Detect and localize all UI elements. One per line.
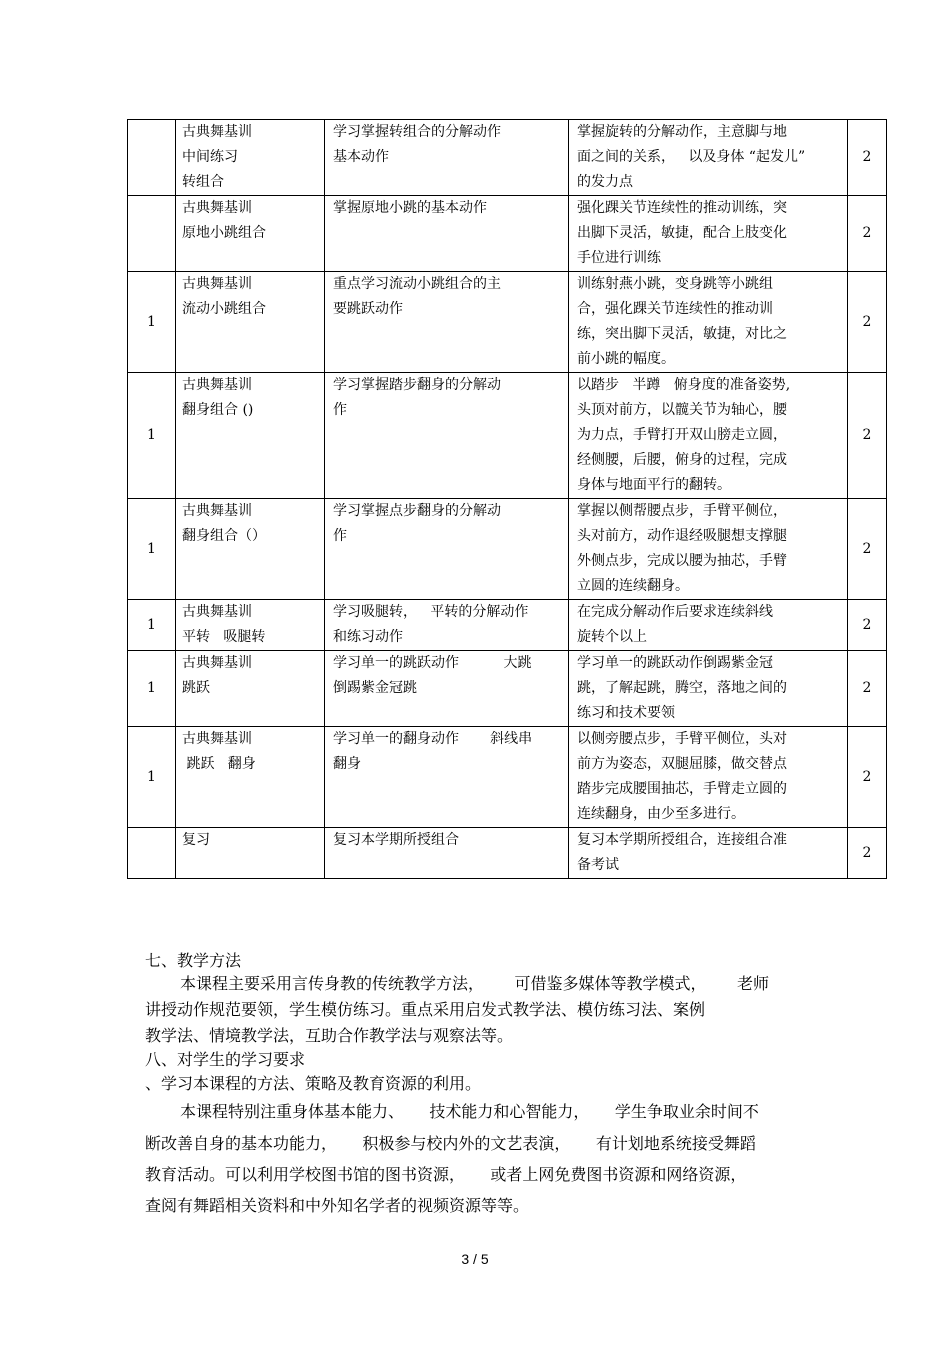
cell-number (128, 828, 176, 879)
cell-requirement-line: 掌握旋转的分解动作，主意脚与地 (577, 124, 787, 140)
cell-lesson-title-line: 古典舞基训 (182, 276, 252, 292)
cell-number (128, 196, 176, 272)
cell-lesson-title-line: 跳跃 (182, 680, 210, 696)
cell-requirement-line: 训练射燕小跳，变身跳等小跳组 (577, 276, 773, 292)
cell-requirement-line: 为力点，手臂打开双山膀走立圆， (577, 427, 787, 443)
cell-number: 1 (128, 727, 176, 828)
cell-requirement-line: 跳，了解起跳，腾空，落地之间的 (577, 680, 787, 696)
cell-lesson-title (176, 373, 325, 499)
cell-lesson-title (176, 120, 325, 196)
cell-lesson-title-line: 转组合 (182, 174, 224, 190)
cell-lesson-title-line: 古典舞基训 (182, 503, 252, 519)
cell-learning-goal-line: 学习单一的翻身动作 斜线串 (333, 731, 533, 747)
cell-lesson-title (176, 196, 325, 272)
cell-learning-goal-line: 作 (333, 402, 347, 418)
cell-requirement-line: 的发力点 (577, 174, 633, 190)
cell-learning-goal (325, 499, 569, 600)
cell-hours: 2 (848, 499, 887, 600)
cell-lesson-title-line: 古典舞基训 (182, 731, 252, 747)
cell-requirement-line: 强化踝关节连续性的推动训练，突 (577, 200, 787, 216)
cell-requirement-line: 以踏步 半蹲 俯身度的准备姿势, (577, 377, 791, 393)
cell-learning-goal-line: 掌握原地小跳的基本动作 (333, 200, 487, 216)
cell-number: 1 (128, 600, 176, 651)
cell-hours: 2 (848, 120, 887, 196)
table-row (128, 196, 887, 272)
section8-subheading: 、学习本课程的方法、策略及教育资源的利用。 (145, 1074, 482, 1093)
table-row (128, 120, 887, 196)
cell-requirement (569, 272, 848, 373)
cell-lesson-title-line: 平转 吸腿转 (182, 629, 266, 645)
cell-learning-goal-line: 学习掌握转组合的分解动作 (333, 124, 501, 140)
cell-requirement-line: 练，突出脚下灵活，敏捷，对比之 (577, 326, 787, 342)
cell-requirement-line: 备考试 (577, 857, 619, 873)
cell-requirement-line: 练习和技术要领 (577, 705, 675, 721)
cell-requirement-line: 外侧点步，完成以腰为抽芯，手臂 (577, 553, 787, 569)
cell-hours: 2 (848, 272, 887, 373)
section8-line-2: 断改善自身的基本功能力， 积极参与校内外的文艺表演， 有计划地系统接受舞蹈 (145, 1134, 756, 1153)
table-row (128, 600, 887, 651)
cell-number: 1 (128, 373, 176, 499)
cell-learning-goal-line: 复习本学期所授组合 (333, 832, 459, 848)
cell-learning-goal-line: 倒踢紫金冠跳 (333, 680, 417, 696)
cell-learning-goal (325, 651, 569, 727)
cell-number (128, 120, 176, 196)
section7-line-3: 教学法、情境教学法，互助合作教学法与观察法等。 (145, 1026, 514, 1045)
table-body (128, 120, 887, 879)
cell-lesson-title-line: 古典舞基训 (182, 377, 252, 393)
cell-requirement (569, 727, 848, 828)
cell-requirement (569, 373, 848, 499)
cell-requirement-line: 身体与地面平行的翻转。 (577, 477, 731, 493)
cell-lesson-title (176, 600, 325, 651)
cell-number: 1 (128, 651, 176, 727)
cell-number: 1 (128, 272, 176, 373)
cell-lesson-title-line: 古典舞基训 (182, 200, 252, 216)
cell-lesson-title (176, 828, 325, 879)
cell-lesson-title-line: 原地小跳组合 (182, 225, 266, 241)
table-row (128, 828, 887, 879)
table-row (128, 499, 887, 600)
cell-learning-goal (325, 272, 569, 373)
section7-line-2: 讲授动作规范要领，学生模仿练习。重点采用启发式教学法、模仿练习法、案例 (145, 1000, 706, 1019)
cell-learning-goal-line: 基本动作 (333, 149, 389, 165)
cell-requirement (569, 828, 848, 879)
cell-lesson-title (176, 651, 325, 727)
cell-hours: 2 (848, 373, 887, 499)
section8-heading: 八、对学生的学习要求 (145, 1050, 306, 1069)
cell-lesson-title-line: 翻身组合（） (182, 528, 266, 544)
cell-requirement-line: 以侧旁腰点步，手臂平侧位，头对 (577, 731, 787, 747)
cell-lesson-title-line: 复习 (182, 832, 210, 848)
cell-requirement-line: 头对前方，动作退经吸腿想支撑腿 (577, 528, 787, 544)
cell-learning-goal-line: 翻身 (333, 756, 361, 772)
cell-number: 1 (128, 499, 176, 600)
cell-lesson-title-line: 翻身组合 () (182, 402, 254, 418)
section7-heading: 七、教学方法 (145, 951, 242, 970)
cell-learning-goal-line: 学习吸腿转， 平转的分解动作 (333, 604, 529, 620)
cell-learning-goal (325, 727, 569, 828)
cell-requirement-line: 合，强化踝关节连续性的推动训 (577, 301, 773, 317)
cell-requirement-line: 出脚下灵活，敏捷，配合上肢变化 (577, 225, 787, 241)
cell-requirement-line: 学习单一的跳跃动作倒踢紫金冠 (577, 655, 773, 671)
cell-learning-goal (325, 373, 569, 499)
cell-requirement-line: 前方为姿态，双腿屈膝，做交替点 (577, 756, 787, 772)
cell-lesson-title-line: 古典舞基训 (182, 124, 252, 140)
cell-lesson-title (176, 727, 325, 828)
cell-requirement-line: 在完成分解动作后要求连续斜线 (577, 604, 773, 620)
cell-learning-goal-line: 学习掌握点步翻身的分解动 (333, 503, 501, 519)
course-schedule-table (127, 119, 887, 879)
cell-requirement (569, 120, 848, 196)
cell-requirement-line: 旋转个以上 (577, 629, 647, 645)
cell-hours: 2 (848, 600, 887, 651)
cell-lesson-title-line: 跳跃 翻身 (182, 756, 256, 772)
cell-learning-goal-line: 和练习动作 (333, 629, 403, 645)
cell-hours: 2 (848, 651, 887, 727)
table-row (128, 651, 887, 727)
cell-requirement (569, 196, 848, 272)
cell-requirement-line: 手位进行训练 (577, 250, 661, 266)
section8-line-3: 教育活动。可以利用学校图书馆的图书资源， 或者上网免费图书资源和网络资源， (145, 1165, 747, 1184)
cell-lesson-title-line: 流动小跳组合 (182, 301, 266, 317)
cell-lesson-title-line: 古典舞基训 (182, 655, 252, 671)
cell-lesson-title (176, 272, 325, 373)
cell-hours: 2 (848, 727, 887, 828)
cell-learning-goal-line: 作 (333, 528, 347, 544)
table-row (128, 727, 887, 828)
section8-line-4: 查阅有舞蹈相关资料和中外知名学者的视频资源等等。 (145, 1196, 530, 1215)
cell-requirement-line: 面之间的关系， 以及身体 “起发儿” (577, 149, 806, 165)
cell-requirement-line: 连续翻身，由少至多进行。 (577, 806, 745, 822)
cell-learning-goal-line: 学习掌握踏步翻身的分解动 (333, 377, 501, 393)
cell-requirement-line: 掌握以侧帮腰点步，手臂平侧位， (577, 503, 787, 519)
section7-line-1: 本课程主要采用言传身教的传统教学方法， 可借鉴多媒体等教学模式， 老师 (180, 974, 770, 993)
table-row (128, 373, 887, 499)
cell-learning-goal (325, 120, 569, 196)
cell-learning-goal (325, 828, 569, 879)
cell-learning-goal-line: 重点学习流动小跳组合的主 (333, 276, 501, 292)
cell-requirement-line: 前小跳的幅度。 (577, 351, 675, 367)
cell-lesson-title-line: 中间练习 (182, 149, 238, 165)
table-row (128, 272, 887, 373)
cell-requirement-line: 头顶对前方，以髋关节为轴心，腰 (577, 402, 787, 418)
cell-requirement (569, 499, 848, 600)
section8-line-1: 本课程特别注重身体基本能力、 技术能力和心智能力， 学生争取业余时间不 (180, 1102, 759, 1121)
cell-hours: 2 (848, 828, 887, 879)
cell-requirement-line: 踏步完成腰围抽芯，手臂走立圆的 (577, 781, 787, 797)
cell-lesson-title-line: 古典舞基训 (182, 604, 252, 620)
page-number: 3 / 5 (461, 1251, 489, 1267)
cell-learning-goal-line: 学习单一的跳跃动作 大跳 (333, 655, 532, 671)
cell-learning-goal (325, 196, 569, 272)
cell-hours: 2 (848, 196, 887, 272)
cell-requirement-line: 复习本学期所授组合，连接组合准 (577, 832, 787, 848)
cell-learning-goal-line: 要跳跃动作 (333, 301, 403, 317)
cell-requirement (569, 651, 848, 727)
cell-requirement (569, 600, 848, 651)
cell-lesson-title (176, 499, 325, 600)
cell-requirement-line: 经侧腰，后腰，俯身的过程，完成 (577, 452, 787, 468)
cell-requirement-line: 立圆的连续翻身。 (577, 578, 689, 594)
cell-learning-goal (325, 600, 569, 651)
